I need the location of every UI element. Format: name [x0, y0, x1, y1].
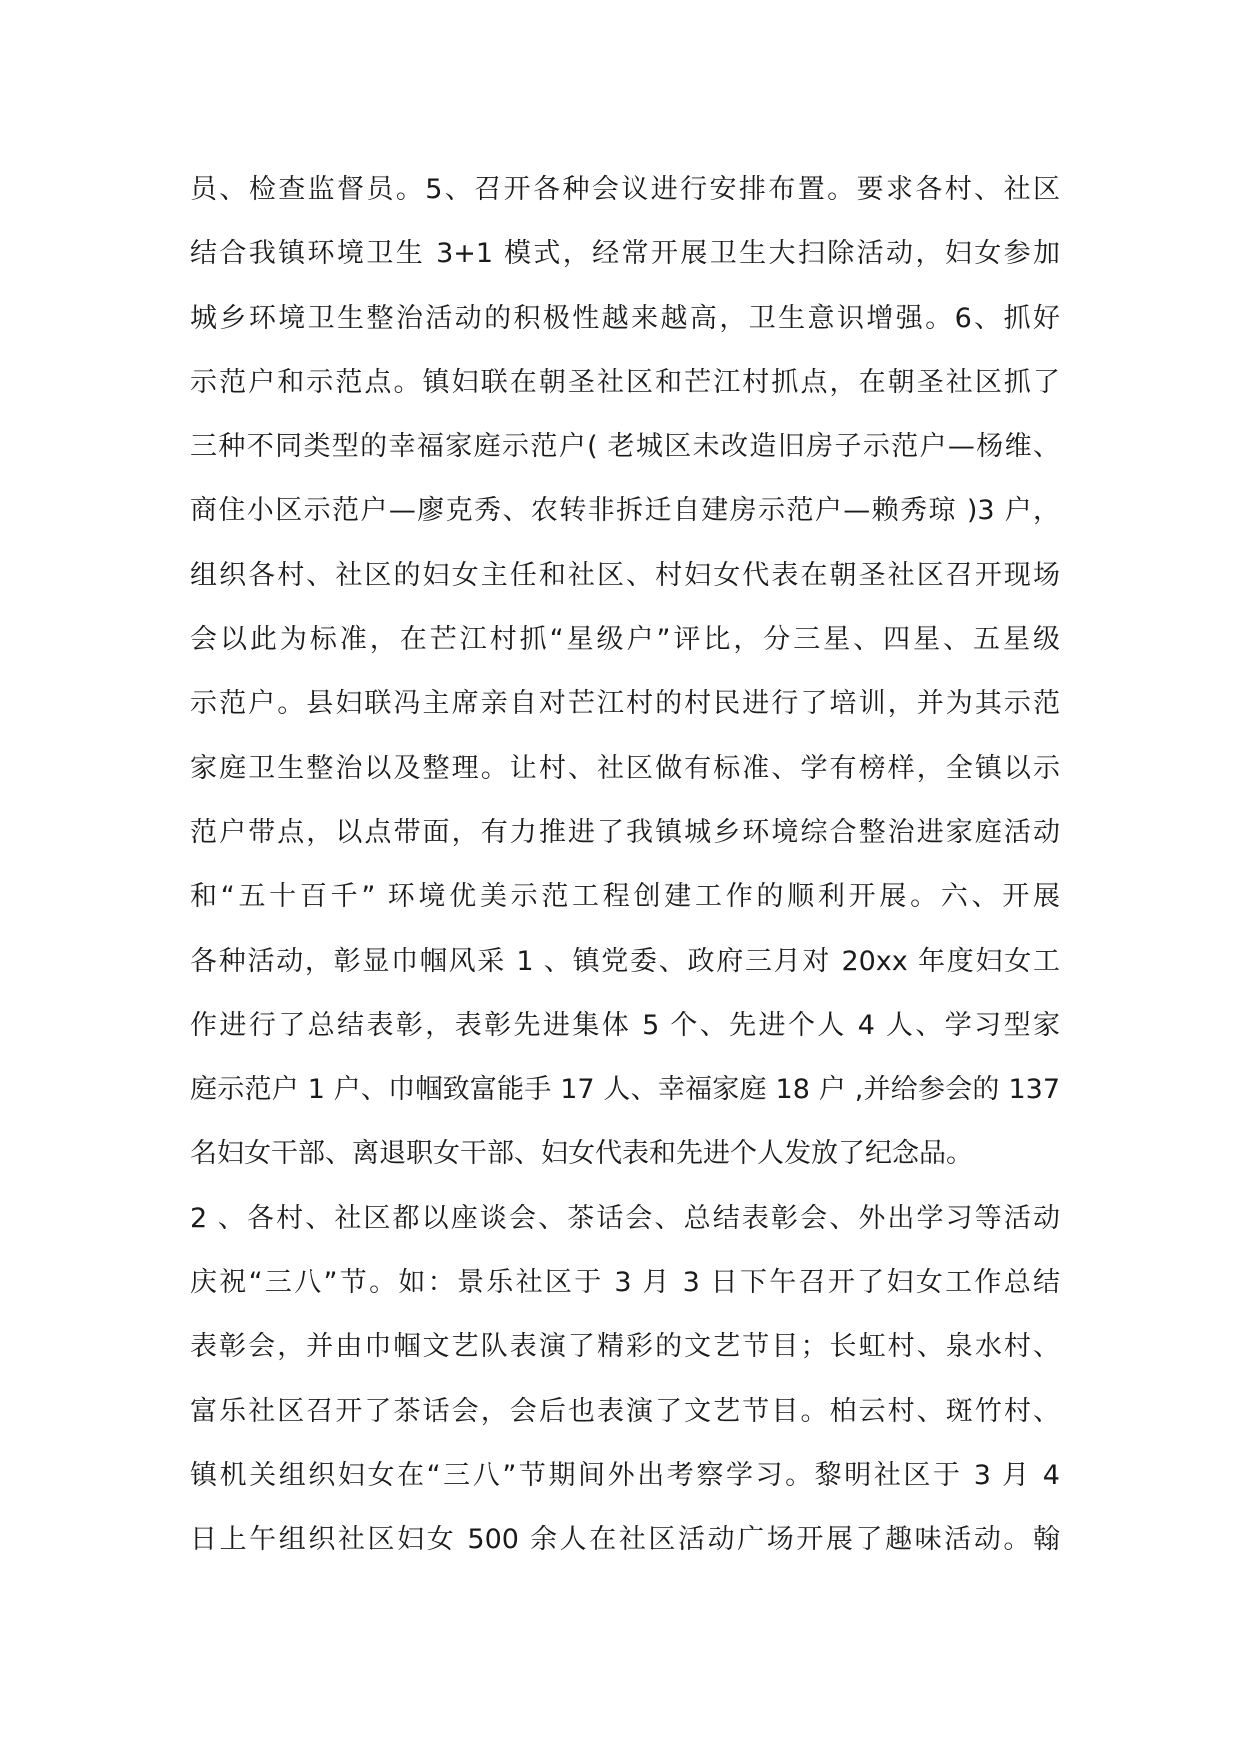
text-line-19: 表彰会，并由巾帼文艺队表演了精彩的文艺节目；长虹村、泉水村、	[190, 1331, 1060, 1363]
text-line-20: 富乐社区召开了茶话会，会后也表演了文艺节目。柏云村、斑竹村、	[190, 1395, 1060, 1427]
text-line-8: 会以此为标准，在芒江村抓“星级户”评比，分三星、四星、五星级	[190, 624, 1060, 656]
body-text	[190, 158, 1060, 1573]
text-line-5: 三种不同类型的幸福家庭示范户( 老城区未改造旧房子示范户—杨维、	[190, 431, 1060, 463]
text-line-11: 范户带点，以点带面，有力推进了我镇城乡环境综合整治进家庭活动	[190, 816, 1060, 848]
text-line-3: 城乡环境卫生整治活动的积极性越来越高，卫生意识增强。6、抓好	[190, 302, 1060, 334]
text-line-17: 2 、各村、社区都以座谈会、茶话会、总结表彰会、外出学习等活动	[190, 1202, 1060, 1234]
text-line-15: 庭示范户 1 户、巾帼致富能手 17 人、幸福家庭 18 户 ,并给参会的 137	[190, 1074, 1060, 1106]
text-line-6: 商住小区示范户—廖克秀、农转非拆迁自建房示范户—赖秀琼 )3 户，	[190, 495, 1060, 527]
text-line-4: 示范户和示范点。镇妇联在朝圣社区和芒江村抓点，在朝圣社区抓了	[190, 366, 1060, 398]
text-line-9: 示范户。县妇联冯主席亲自对芒江村的村民进行了培训，并为其示范	[190, 688, 1060, 720]
text-line-21: 镇机关组织妇女在“三八”节期间外出考察学习。黎明社区于 3 月 4	[190, 1459, 1060, 1491]
text-line-14: 作进行了总结表彰，表彰先进集体 5 个、先进个人 4 人、学习型家	[190, 1009, 1060, 1041]
text-line-7: 组织各村、社区的妇女主任和社区、村妇女代表在朝圣社区召开现场	[190, 559, 1060, 591]
text-line-12: 和“五十百千” 环境优美示范工程创建工作的顺利开展。六、开展	[190, 881, 1060, 913]
text-line-1: 员、检查监督员。5、召开各种会议进行安排布置。要求各村、社区	[190, 174, 1060, 205]
text-line-10: 家庭卫生整治以及整理。让村、社区做有标准、学有榜样，全镇以示	[190, 752, 1060, 784]
text-line-13: 各种活动，彰显巾帼风采 1 、镇党委、政府三月对 20xx 年度妇女工	[190, 945, 1060, 977]
text-line-18: 庆祝“三八”节。如：景乐社区于 3 月 3 日下午召开了妇女工作总结	[190, 1267, 1060, 1299]
text-line-2: 结合我镇环境卫生 3+1 模式，经常开展卫生大扫除活动，妇女参加	[190, 238, 1060, 270]
text-line-16: 名妇女干部、离退职女干部、妇女代表和先进个人发放了纪念品。	[190, 1138, 973, 1170]
text-line-22: 日上午组织社区妇女 500 余人在社区活动广场开展了趣味活动。翰	[190, 1524, 1060, 1556]
